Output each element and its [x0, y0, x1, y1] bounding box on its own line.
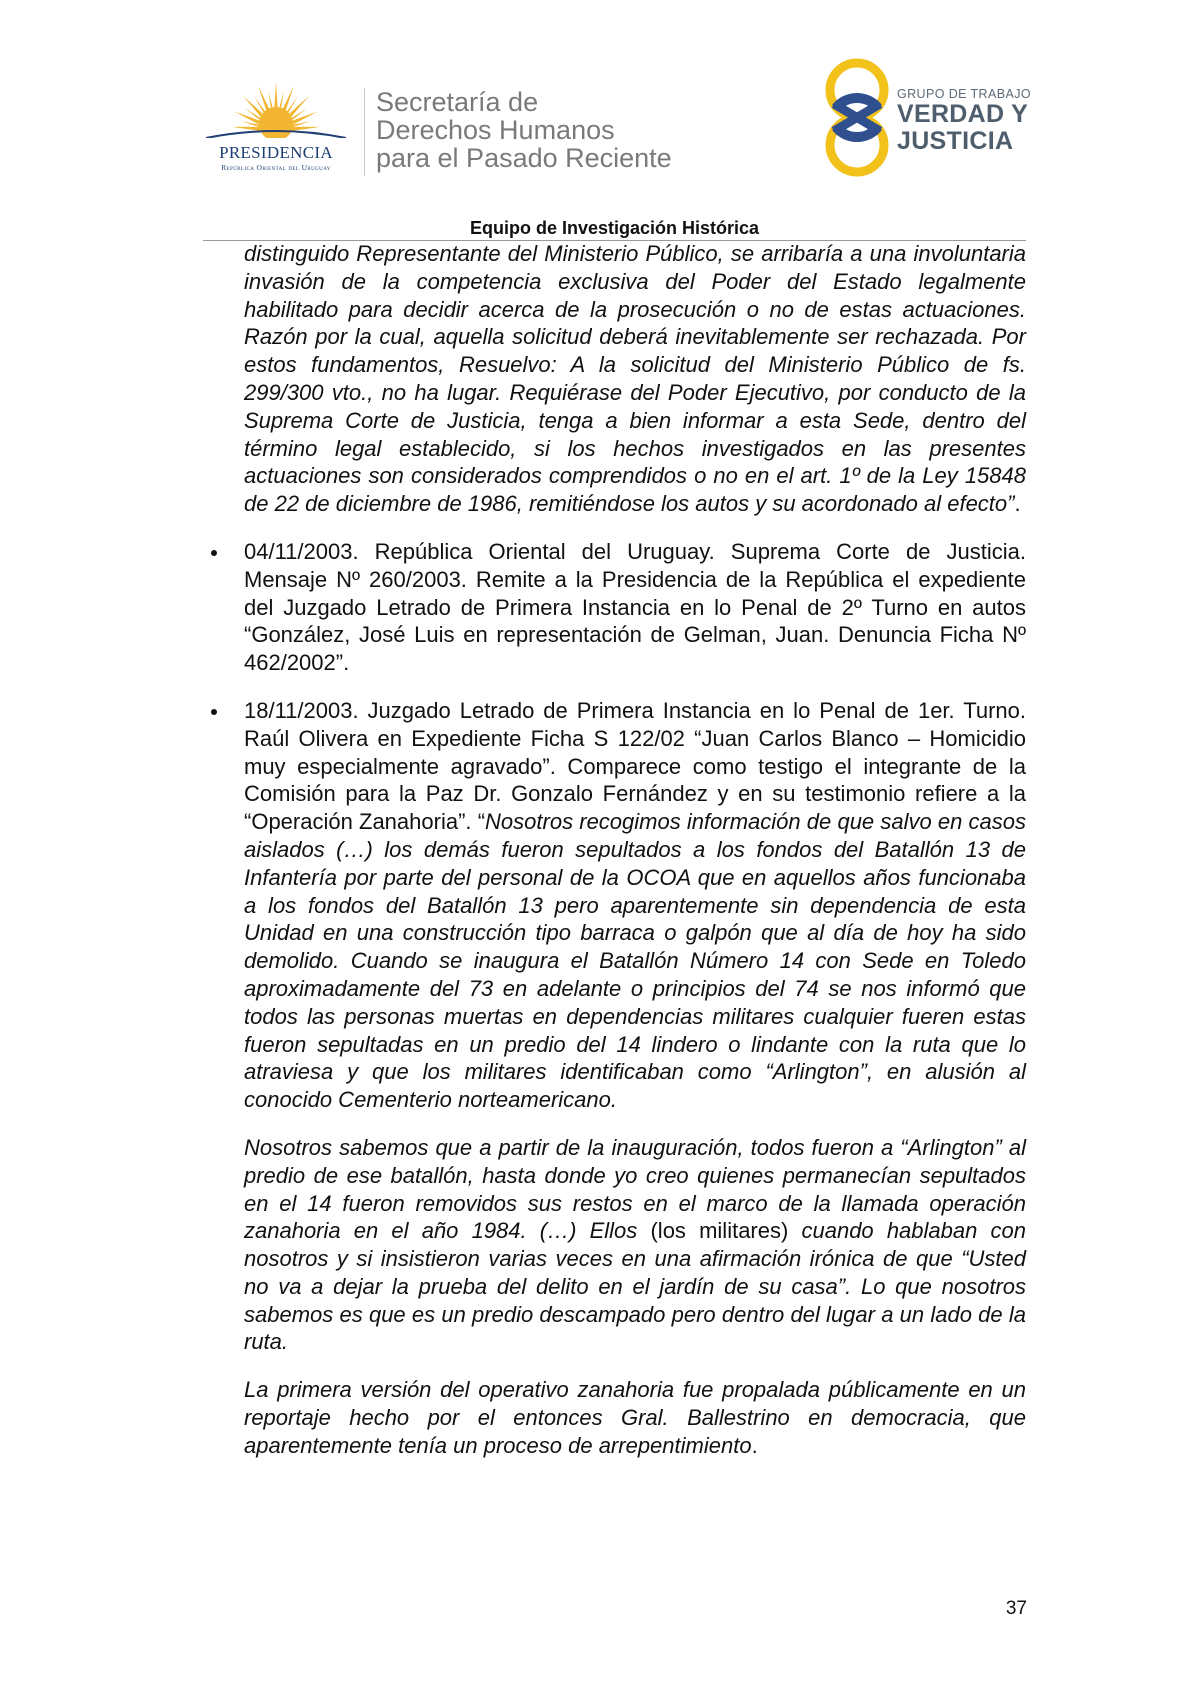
secretaria-title: [376, 88, 672, 172]
gt-line-2: VERDAD Y: [897, 100, 1029, 128]
secretaria-line-1: Secretaría de: [376, 87, 539, 117]
bullet-2-text: 18/11/2003. Juzgado Letrado de Primera Instancia en lo Penal de 1er. Turno. Raúl Olivera en Expediente Ficha S 122/02 “Juan Carlos Blanco – Homicidio muy especialmente agravado”. Comparece como testigo el integrante de la Comisión para la Paz Dr. Gonzalo Fernández y en su testimonio refiere a la “Operación Zanahoria”. “: [244, 697, 1026, 835]
bullet-2-quote: Nosotros recogimos información de que salvo en casos aislados (…) los demás fueron sepultados a los fondos del Batallón 13 de Infantería por parte del personal de la OCOA que en aquellos años funcionaba a los fondos del Batallón 13 pero aparentemente sin dependencia de esta Unidad en una construcción tipo barraca o galpón que al día de hoy ha sido demolido. Cuando se inaugura el Batallón Número 14 con Sede en Toledo aproximadamente del 73 en adelante o principios del 74 se nos informó que todos las personas muertas en dependencias militares cualquier fueren estas fueron sepultadas en un predio del 14 lindero o lindante con la ruta que lo atraviesa y que los militares identificaban como “Arlington”, en alusión al conocido Cementerio norteamericano.: [244, 809, 1026, 1113]
quote-2: La primera versión del operativo zanahoria fue propalada públicamente en un reportaje hecho por el entonces Gral. Ballestrino en democracia, que aparentemente tenía un proceso de arrepentimiento: [244, 1377, 1026, 1458]
bullet-item-2: [244, 697, 1026, 1114]
bullet-item-1: 04/11/2003. República Oriental del Uruguay. Suprema Corte de Justicia. Mensaje Nº 260/2003. Remite a la Presidencia de la República el expediente del Juzgado Letrado de Primera Instancia en lo Penal de 2º Turno en autos “González, José Luis en representación de Gelman, Juan. Denuncia Ficha Nº 462/2002”.: [244, 538, 1026, 676]
quote-paragraph-2: [244, 1376, 1026, 1459]
document-body: [244, 240, 1026, 1460]
quote-paragraph-1: [244, 1134, 1026, 1356]
paragraph-continuation: [244, 240, 1026, 518]
quote-1b: cuando hablaban con nosotros y si insistieron varias veces en una afirmación irónica de que “Usted no va a dejar la prueba del delito en el jardín de su casa”. Lo que nosotros sabemos es que es un predio descampado pero dentro del lugar a un lado de la ruta.: [244, 1218, 1026, 1355]
quote-1a: Nosotros sabemos que a partir de la inauguración, todos fueron a “Arlington” al predio de ese batallón, hasta donde yo creo quienes permanecían sepultados en el 14 fueron removidos sus restos en el marco de la llamada operación zanahoria en el año 1984. (…) Ellos: [244, 1134, 1026, 1244]
team-heading: Equipo de Investigación Histórica: [469, 218, 760, 238]
gt-line-1: GRUPO DE TRABAJO: [897, 87, 1031, 101]
page-header: [0, 0, 1190, 238]
gt-line-3: JUSTICIA: [897, 127, 1014, 155]
secretaria-line-2: Derechos Humanos: [376, 115, 615, 145]
page-number: 37: [1005, 1598, 1027, 1619]
presidencia-subtitle: República Oriental del Uruguay: [221, 163, 331, 172]
verdad-justicia-title: [897, 87, 1031, 155]
paragraph-end: .: [1014, 491, 1021, 517]
verdad-justicia-logo: [822, 56, 892, 181]
presidencia-name: PRESIDENCIA: [219, 143, 333, 162]
quote-text: distinguido Representante del Ministerio Público, se arribaría a una involuntaria invasión de la competencia exclusiva del Poder del Estado legalmente habilitado para decidir acerca de la prosecución o no de estas actuaciones. Razón por la cual, aquella solicitud deberá inevitablemente ser rechazada. Por estos fundamentos, Resuelvo: A la solicitud del Ministerio Público de fs. 299/300 vto., no ha lugar. Requiérase del Poder Ejecutivo, por conducto de la Suprema Corte de Justicia, tenga a bien informar a esta Sede, dentro del término legal establecido, si los hechos investigados en las presentes actuaciones son considerados comprendidos o no en el art. 1º de la Ley 15848 de 22 de diciembre de 1986, remitiéndose los autos y su acordonado al efecto”: [244, 241, 1026, 517]
quote-1-aside: (los militares): [637, 1218, 802, 1244]
logo-divider: [364, 88, 365, 176]
quote-2-end: .: [751, 1432, 758, 1458]
secretaria-line-3: para el Pasado Reciente: [376, 143, 672, 173]
